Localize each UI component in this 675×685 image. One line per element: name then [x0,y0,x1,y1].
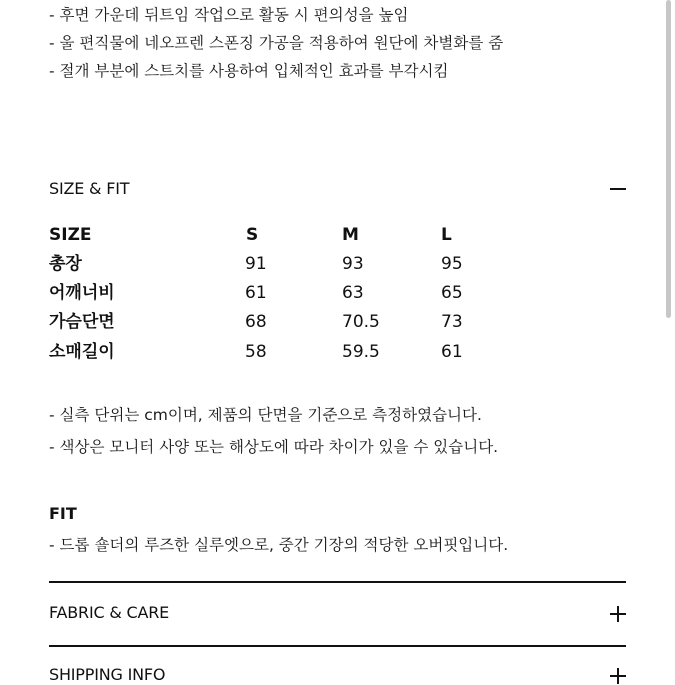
size-fit-title: SIZE & FIT [49,179,130,198]
row-value-l: 95 [441,254,463,274]
row-value-l: 61 [441,342,463,362]
fit-title: FIT [49,504,77,523]
row-value-m: 63 [342,283,364,303]
shipping-info-title: SHIPPING INFO [49,665,166,684]
plus-icon[interactable] [610,668,626,684]
row-label: 어깨너비 [49,283,115,303]
row-value-m: 93 [342,254,364,274]
description-line-2: - 울 편직물에 네오프렌 스폰징 가공을 적용하여 원단에 차별화를 줌 [49,34,504,52]
row-value-m: 70.5 [342,312,380,332]
size-header-s: S [246,225,259,245]
row-label: 소매길이 [49,342,115,362]
minus-icon[interactable] [610,181,626,197]
row-value-s: 58 [245,342,267,362]
description-line-1: - 후면 가운데 뒤트임 작업으로 활동 시 편의성을 높임 [49,6,409,24]
size-header-l: L [441,225,452,245]
fabric-care-title: FABRIC & CARE [49,603,170,622]
row-value-l: 65 [441,283,463,303]
scrollbar-thumb[interactable] [666,0,671,318]
row-value-s: 68 [245,312,267,332]
row-label: 가슴단면 [49,312,115,332]
color-note: - 색상은 모니터 사양 또는 해상도에 따라 차이가 있을 수 있습니다. [49,438,499,456]
section-divider [49,645,626,647]
description-line-3: - 절개 부분에 스트치를 사용하여 입체적인 효과를 부각시킴 [49,62,449,80]
size-header-label: SIZE [49,225,92,245]
row-value-m: 59.5 [342,342,380,362]
row-value-l: 73 [441,312,463,332]
row-label: 총장 [49,254,82,274]
row-value-s: 61 [245,283,267,303]
fit-description: - 드롭 숄더의 루즈한 실루엣으로, 중간 기장의 적당한 오버핏입니다. [49,536,509,554]
plus-icon[interactable] [610,606,626,622]
row-value-s: 91 [245,254,267,274]
measurement-note: - 실측 단위는 cm이며, 제품의 단면을 기준으로 측정하였습니다. [49,406,482,424]
section-divider [49,581,626,583]
size-header-m: M [342,225,359,245]
